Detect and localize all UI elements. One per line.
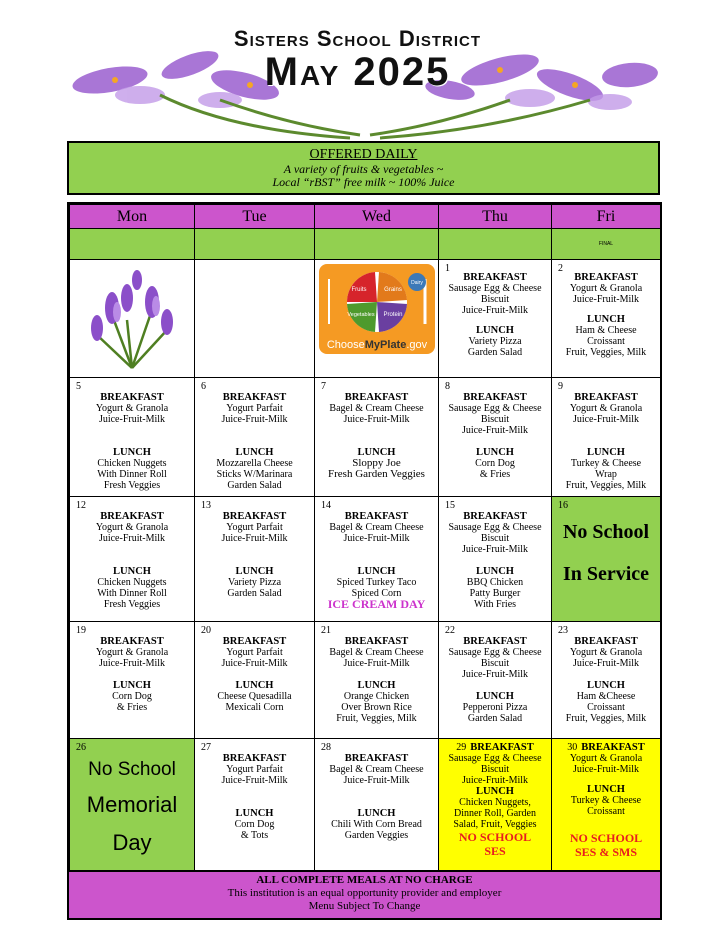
lunch-item: & Tots [240, 830, 269, 841]
myplate-brand: ChooseMyPlate.gov [326, 339, 427, 351]
lunch-label: LUNCH [476, 566, 514, 577]
district-title: Sisters School District [233, 26, 482, 51]
lunch-item: Garden Salad [227, 588, 282, 599]
breakfast-item: Juice-Fruit-Milk [572, 414, 640, 425]
breakfast-item: Sausage Egg & Cheese [448, 522, 542, 533]
day-cell-15 [439, 497, 552, 622]
day-cell-21 [315, 622, 439, 739]
day-number: 8 [445, 381, 450, 392]
breakfast-item: Juice-Fruit-Milk [572, 294, 640, 305]
day-cell-30 [552, 739, 661, 871]
lunch-item: Croissant [587, 702, 625, 713]
day-cell-22 [439, 622, 552, 739]
breakfast-item: Yogurt & Granola [95, 403, 169, 414]
day-number: 15 [445, 500, 455, 511]
offered-daily-box [67, 141, 660, 195]
footer-equal-opportunity-line: This institution is an equal opportunity provider and employer [227, 887, 502, 899]
breakfast-label: BREAKFAST [463, 636, 527, 647]
breakfast-item: Juice-Fruit-Milk [98, 414, 166, 425]
school-code-note: SES & SMS [574, 845, 638, 859]
lunch-item: Variety Pizza [227, 577, 282, 588]
lunch-item: Variety Pizza [468, 336, 522, 347]
no-school-note: No School [562, 521, 650, 543]
myplate-logo [319, 264, 435, 354]
lunch-item: Croissant [587, 336, 625, 347]
lunch-item: Chicken Nuggets, [459, 797, 531, 808]
lunch-label: LUNCH [235, 447, 274, 458]
day-number: 29 [456, 742, 467, 753]
lunch-item: Turkey & Cheese [570, 458, 642, 469]
footer-meals-line: ALL COMPLETE MEALS AT NO CHARGE [256, 874, 473, 886]
day-number: 19 [76, 625, 86, 636]
breakfast-item: Juice-Fruit-Milk [461, 425, 529, 436]
breakfast-label: BREAKFAST [100, 511, 164, 522]
lunch-item: Patty Burger [469, 588, 521, 599]
breakfast-label: BREAKFAST [463, 511, 527, 522]
lunch-item: Fruit, Veggies, Milk [336, 713, 417, 724]
lunch-label: LUNCH [476, 447, 514, 458]
offered-daily-title: OFFERED DAILY [309, 147, 418, 162]
breakfast-label: BREAKFAST [574, 392, 638, 403]
in-service-note: In Service [562, 563, 650, 585]
breakfast-label: BREAKFAST [344, 636, 409, 647]
lunch-item: Spiced Corn [351, 588, 402, 599]
lunch-item: Wrap [595, 469, 617, 480]
breakfast-item: Yogurt & Granola [569, 753, 643, 764]
day-number: 14 [321, 500, 331, 511]
lunch-label: LUNCH [357, 447, 396, 458]
lunch-item: Dinner Roll, Garden [454, 808, 536, 819]
day-number: 6 [201, 381, 206, 392]
breakfast-item: Juice-Fruit-Milk [343, 533, 410, 544]
day-cell-23 [552, 622, 661, 739]
breakfast-label: BREAKFAST [344, 511, 409, 522]
lunch-item: Fresh Garden Veggies [328, 468, 425, 480]
footer-notice [67, 870, 662, 920]
footer-menu-change-line: Menu Subject To Change [308, 900, 421, 912]
weekday-header-row [70, 205, 661, 229]
lunch-label: LUNCH [476, 786, 514, 797]
breakfast-item: Yogurt & Granola [95, 522, 169, 533]
lunch-item: Garden Salad [227, 480, 282, 491]
ice-cream-day-note: ICE CREAM DAY [327, 597, 426, 611]
breakfast-item: Biscuit [480, 533, 510, 544]
day-cell-27 [195, 739, 315, 871]
breakfast-item: Biscuit [480, 764, 510, 775]
lunch-item: Corn Dog [234, 819, 275, 830]
day-note: Day [112, 830, 152, 855]
breakfast-item: Juice-Fruit-Milk [343, 775, 410, 786]
breakfast-label: BREAKFAST [222, 636, 287, 647]
lunch-item: Chicken Nuggets [97, 577, 167, 588]
lunch-label: LUNCH [235, 808, 274, 819]
lunch-item: Corn Dog [112, 691, 152, 702]
crocus-image-cell [70, 260, 195, 378]
breakfast-item: Biscuit [480, 414, 510, 425]
weekday-tue: Tue [195, 205, 315, 229]
day-cell-9 [552, 378, 661, 497]
lunch-item: Fruit, Veggies, Milk [565, 713, 647, 724]
breakfast-item: Yogurt Parfait [226, 647, 283, 658]
breakfast-item: Yogurt Parfait [226, 403, 283, 414]
lunch-item: Corn Dog [475, 458, 515, 469]
breakfast-item: Sausage Egg & Cheese [448, 647, 542, 658]
lunch-item: Sloppy Joe [352, 457, 401, 469]
day-number: 28 [321, 742, 331, 753]
day-cell-12 [70, 497, 195, 622]
lunch-item: Fruit, Veggies, Milk [565, 347, 647, 358]
day-number: 16 [558, 500, 568, 511]
myplate-fruits-label: Fruits [351, 287, 366, 293]
school-code-note: SES [484, 844, 506, 858]
lunch-label: LUNCH [357, 566, 396, 577]
day-number: 20 [201, 625, 211, 636]
lunch-item: & Fries [116, 702, 148, 713]
lunch-item: Sticks W/Marinara [216, 469, 293, 480]
lunch-item: Mozzarella Cheese [216, 458, 293, 469]
lunch-item: Garden Salad [467, 347, 523, 358]
lunch-label: LUNCH [235, 566, 274, 577]
lunch-item: Pepperoni Pizza [462, 702, 528, 713]
breakfast-item: Juice-Fruit-Milk [221, 414, 288, 425]
lunch-item: Fresh Veggies [103, 599, 161, 610]
lunch-label: LUNCH [476, 691, 514, 702]
lunch-label: LUNCH [587, 447, 625, 458]
lunch-item: Cheese Quesadilla [217, 691, 292, 702]
breakfast-label: BREAKFAST [100, 636, 164, 647]
lunch-label: LUNCH [113, 566, 151, 577]
breakfast-item: Juice-Fruit-Milk [343, 658, 410, 669]
breakfast-item: Juice-Fruit-Milk [461, 305, 529, 316]
breakfast-label: BREAKFAST [344, 753, 409, 764]
no-school-note: No School [88, 759, 176, 780]
day-number: 27 [201, 742, 211, 753]
day-number: 5 [76, 381, 81, 392]
week-row-3 [70, 497, 661, 622]
offered-daily-line-2: Local “rBST” free milk ~ 100% Juice [272, 175, 455, 189]
spacer-cell [70, 229, 195, 260]
breakfast-item: Bagel & Cream Cheese [329, 764, 424, 775]
lunch-item: & Fries [479, 469, 511, 480]
lunch-item: Over Brown Rice [341, 702, 412, 713]
breakfast-item: Biscuit [480, 658, 510, 669]
breakfast-item: Juice-Fruit-Milk [343, 414, 410, 425]
final-note: FINAL [552, 229, 661, 260]
myplate-vegetables-label: Vegetables [346, 312, 375, 318]
lunch-item: Garden Salad [467, 713, 523, 724]
day-cell-26-no-school [70, 739, 195, 871]
day-number: 13 [201, 500, 211, 511]
lunch-item: Croissant [587, 806, 625, 817]
day-cell-2 [552, 260, 661, 378]
lunch-item: Ham & Cheese [575, 325, 637, 336]
month-title: May 2025 [264, 50, 451, 94]
lunch-label: LUNCH [357, 808, 396, 819]
day-cell-13 [195, 497, 315, 622]
lunch-item: Chili With Corn Bread [331, 819, 422, 830]
lunch-item: Orange Chicken [343, 691, 410, 702]
lunch-item: Fresh Veggies [103, 480, 161, 491]
breakfast-label: BREAKFAST [222, 511, 287, 522]
no-school-note: NO SCHOOL [458, 830, 532, 844]
lunch-label: LUNCH [476, 325, 514, 336]
weekday-thu: Thu [439, 205, 552, 229]
day-number: 12 [76, 500, 86, 511]
breakfast-label: BREAKFAST [574, 272, 638, 283]
breakfast-item: Biscuit [480, 294, 510, 305]
lunch-item: With Fries [473, 599, 517, 610]
day-number: 2 [558, 263, 563, 274]
memorial-note: Memorial [86, 792, 178, 817]
spacer-cell [195, 229, 315, 260]
day-number: 22 [445, 625, 455, 636]
day-number: 21 [321, 625, 331, 636]
lunch-label: LUNCH [357, 680, 396, 691]
day-number: 30 [567, 742, 578, 753]
week-row-2 [70, 378, 661, 497]
breakfast-label: BREAKFAST [100, 392, 164, 403]
lunch-item: Garden Veggies [344, 830, 409, 841]
header-banner [0, 0, 715, 140]
lunch-item: Spiced Turkey Taco [336, 577, 417, 588]
week-row-5 [70, 739, 661, 871]
weekday-wed: Wed [315, 205, 439, 229]
lunch-item: With Dinner Roll [97, 469, 167, 480]
breakfast-item: Sausage Egg & Cheese [448, 403, 542, 414]
crocus-flower-icon [72, 260, 192, 370]
day-cell-28 [315, 739, 439, 871]
lunch-item: Chicken Nuggets [97, 458, 167, 469]
lunch-label: LUNCH [587, 680, 625, 691]
breakfast-item: Bagel & Cream Cheese [329, 522, 424, 533]
lunch-label: LUNCH [587, 784, 625, 795]
day-cell-1 [439, 260, 552, 378]
week-row-1 [70, 260, 661, 378]
myplate-protein-label: Protein [382, 312, 403, 318]
lunch-item: Fruit, Veggies, Milk [565, 480, 647, 491]
lunch-item: Mexicali Corn [225, 702, 284, 713]
breakfast-item: Sausage Egg & Cheese [448, 283, 542, 294]
day-cell-14 [315, 497, 439, 622]
day-number: 1 [445, 263, 450, 274]
day-cell-6 [195, 378, 315, 497]
spacer-cell [315, 229, 439, 260]
breakfast-label: BREAKFAST [463, 272, 527, 283]
day-cell-19 [70, 622, 195, 739]
lunch-item: With Dinner Roll [97, 588, 167, 599]
green-spacer-row [70, 229, 661, 260]
breakfast-item: Sausage Egg & Cheese [448, 753, 542, 764]
breakfast-label: BREAKFAST [470, 742, 534, 753]
myplate-grains-label: Grains [383, 287, 402, 293]
breakfast-item: Juice-Fruit-Milk [221, 658, 288, 669]
breakfast-item: Yogurt & Granola [569, 283, 643, 294]
breakfast-item: Juice-Fruit-Milk [461, 669, 529, 680]
weekday-mon: Mon [70, 205, 195, 229]
lunch-item: Turkey & Cheese [570, 795, 642, 806]
breakfast-item: Juice-Fruit-Milk [461, 775, 529, 786]
lunch-label: LUNCH [113, 680, 151, 691]
breakfast-item: Juice-Fruit-Milk [221, 775, 288, 786]
breakfast-label: BREAKFAST [222, 392, 287, 403]
day-cell-16-no-school [552, 497, 661, 622]
day-number: 7 [321, 381, 326, 392]
breakfast-item: Juice-Fruit-Milk [461, 544, 529, 555]
breakfast-item: Yogurt & Granola [95, 647, 169, 658]
myplate-dairy-label: Dairy [410, 280, 423, 286]
myplate-cell [315, 260, 439, 378]
breakfast-label: BREAKFAST [222, 753, 287, 764]
week-row-4 [70, 622, 661, 739]
weekday-fri: Fri [552, 205, 661, 229]
breakfast-label: BREAKFAST [463, 392, 527, 403]
breakfast-item: Bagel & Cream Cheese [329, 647, 424, 658]
day-number: 23 [558, 625, 568, 636]
day-cell-7 [315, 378, 439, 497]
breakfast-item: Juice-Fruit-Milk [572, 658, 640, 669]
day-number: 9 [558, 381, 563, 392]
empty-cell [195, 260, 315, 378]
lunch-label: LUNCH [113, 447, 151, 458]
breakfast-item: Yogurt & Granola [569, 647, 643, 658]
breakfast-item: Yogurt Parfait [226, 522, 283, 533]
breakfast-item: Yogurt & Granola [569, 403, 643, 414]
lunch-label: LUNCH [587, 314, 625, 325]
day-cell-5 [70, 378, 195, 497]
lunch-item: BBQ Chicken [466, 577, 524, 588]
day-cell-8 [439, 378, 552, 497]
breakfast-item: Yogurt Parfait [226, 764, 283, 775]
breakfast-item: Bagel & Cream Cheese [329, 403, 424, 414]
day-cell-20 [195, 622, 315, 739]
breakfast-label: BREAKFAST [574, 636, 638, 647]
breakfast-item: Juice-Fruit-Milk [98, 533, 166, 544]
lunch-item: Salad, Fruit, Veggies [453, 819, 537, 830]
breakfast-item: Juice-Fruit-Milk [98, 658, 166, 669]
lunch-item: Ham &Cheese [576, 691, 636, 702]
day-cell-29 [439, 739, 552, 871]
breakfast-item: Juice-Fruit-Milk [221, 533, 288, 544]
breakfast-item: Juice-Fruit-Milk [572, 764, 640, 775]
no-school-note: NO SCHOOL [569, 831, 643, 845]
spacer-cell [439, 229, 552, 260]
day-number: 26 [76, 742, 86, 753]
breakfast-label: BREAKFAST [344, 392, 409, 403]
menu-calendar [67, 202, 662, 920]
offered-daily-line-1: A variety of fruits & vegetables ~ [283, 162, 444, 176]
lunch-label: LUNCH [235, 680, 274, 691]
breakfast-label: BREAKFAST [581, 742, 645, 753]
